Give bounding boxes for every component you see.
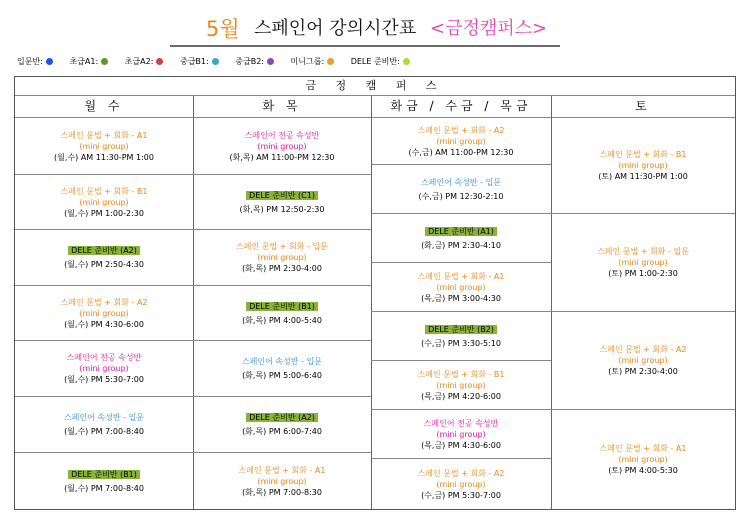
class-cell [15,341,193,396]
class-title: 스페인어 속성반 - 입문 [241,357,323,366]
column-header-fri-combos: 화금 / 수금 / 목금 [390,99,532,113]
dele-badge: DELE 준비반 (A2) [68,246,140,255]
class-title: 스페인어 속성반 - 입문 [63,413,145,422]
class-cell [371,214,551,262]
dele-badge: DELE 준비반 (A2) [246,413,318,422]
class-time: (화,목) PM 2:30-4:00 [242,264,322,273]
class-time: (토) PM 4:00-5:30 [608,466,678,475]
class-group: (mini group) [257,141,307,151]
title-month: 5월 [206,17,240,41]
class-time: (화,목) PM 12:50-2:30 [239,204,325,214]
class-cell [15,286,193,340]
class-cell [371,410,551,458]
legend-dot-icon [46,58,53,65]
class-title: 스페인어 전공 속성반 [244,130,320,140]
class-group: (mini group) [436,380,486,390]
class-time: (화,목) PM 7:00-8:30 [242,487,322,497]
class-time: (목,금) PM 4:30-6:00 [421,440,501,450]
class-title: 스페인 문법 + 회화 - A1 [60,130,148,140]
class-group: (mini group) [79,308,129,318]
class-time: (수,금) PM 5:30-7:00 [421,490,501,500]
legend-item: 초급A2: [125,55,164,69]
legend-dot-icon [212,58,219,65]
class-cell [193,118,371,174]
legend-dot-icon [403,58,410,65]
class-time: (목,금) PM 3:00-4:30 [421,293,501,303]
class-time: (수,금) PM 12:30-2:10 [418,191,504,201]
class-cell [193,453,371,509]
level-legend [17,55,424,69]
class-time: (토) PM 1:00-2:30 [608,269,678,278]
legend-item: 초급A1: [69,55,108,69]
legend-dot-icon [156,58,163,65]
page-title [0,14,743,44]
class-group: (mini group) [436,136,486,146]
class-time: (월,수) AM 11:30-PM 1:00 [54,152,154,162]
legend-item: 중급B2: [235,55,274,69]
class-group: (mini group) [436,429,486,439]
class-cell [193,175,371,229]
class-cell [371,459,551,509]
title-underline [170,45,560,47]
class-title: 스페인 문법 + 회화 - 입문 [236,242,328,251]
class-title: 스페인어 속성반 - 입문 [420,177,502,187]
class-time: (수,금) PM 3:30-5:10 [421,338,501,348]
dele-badge: DELE 준비반 (B1) [246,302,318,311]
class-group: (mini group) [257,476,307,486]
class-title: 스페인 문법 + 회화 - A1 [599,444,687,453]
dele-badge: DELE 준비반 (B2) [425,325,497,334]
column-header-tue-thu: 화 목 [262,99,302,113]
class-title: 스페인 문법 + 회화 - 입문 [597,247,689,256]
legend-item: DELE 준비반: [351,55,410,69]
class-cell [371,312,551,360]
class-group: (mini group) [618,455,668,464]
class-time: (토) AM 11:30-PM 1:00 [598,172,688,181]
class-group: (mini group) [618,258,668,267]
class-time: (월,수) PM 2:50-4:30 [64,260,144,269]
class-cell [551,214,735,311]
class-title: 스페인 문법 + 회화 - B1 [599,150,687,159]
class-cell [193,341,371,396]
class-cell [371,118,551,164]
class-cell [15,397,193,452]
title-campus: <금정캠퍼스> [430,18,548,39]
class-time: (화,목) PM 5:00-6:40 [242,371,322,380]
class-title: 스페인어 전공 속성반 [423,418,499,428]
class-cell [15,118,193,174]
campus-header: 금 정 캠 퍼 스 [305,79,445,92]
class-time: (월,수) PM 5:30-7:00 [64,375,144,384]
legend-item: 미니그룹: [291,55,335,69]
class-title: 스페인 문법 + 회화 - A2 [60,297,148,307]
class-time: (토) PM 2:30-4:00 [608,367,678,376]
legend-item: 중급B1: [180,55,219,69]
dele-badge: DELE 준비반 (A1) [425,227,497,236]
legend-dot-icon [267,58,274,65]
title-main: 스페인어 강의시간표 [254,18,417,39]
class-cell [193,286,371,340]
class-title: 스페인 문법 + 회화 - A1 [238,465,326,475]
class-cell [371,165,551,213]
class-title: 스페인 문법 + 회화 - A2 [599,345,687,354]
class-time: (월,수) PM 4:30-6:00 [64,319,144,329]
class-group: (mini group) [79,364,129,373]
class-group: (mini group) [257,253,307,262]
class-time: (화,목) PM 6:00-7:40 [242,427,322,436]
class-title: 스페인어 전공 속성반 [66,353,142,362]
class-title: 스페인 문법 + 회화 - A2 [417,468,505,478]
class-cell [371,361,551,409]
class-title: 스페인 문법 + 회화 - B1 [60,186,148,196]
class-cell [551,118,735,213]
class-title: 스페인 문법 + 회화 - A2 [417,125,505,135]
class-group: (mini group) [618,356,668,365]
class-time: (월,수) PM 7:00-8:40 [64,427,144,436]
class-title: 스페인 문법 + 회화 - B1 [417,369,505,379]
class-group: (mini group) [79,141,129,151]
class-cell [193,397,371,452]
class-cell [15,453,193,509]
class-group: (mini group) [79,197,129,207]
legend-item: 입문반: [17,55,53,69]
class-group: (mini group) [436,479,486,489]
class-cell [15,175,193,229]
class-time: (월,수) PM 1:00-2:30 [64,208,144,218]
class-cell [371,263,551,311]
column-header-mon-wed: 월 수 [84,99,124,113]
legend-dot-icon [101,58,108,65]
class-group: (mini group) [436,282,486,292]
legend-dot-icon [327,58,334,65]
dele-badge: DELE 준비반 (C1) [246,191,318,200]
class-time: (화,금) PM 2:30-4:10 [421,240,501,250]
class-group: (mini group) [618,161,668,170]
class-time: (목,금) PM 4:20-6:00 [421,391,501,401]
class-time: (월,수) PM 7:00-8:40 [64,483,144,493]
class-cell [551,410,735,509]
class-cell [551,312,735,409]
class-time: (화,목) PM 4:00-5:40 [242,315,322,325]
class-time: (화,목) AM 11:00-PM 12:30 [229,152,335,162]
dele-badge: DELE 준비반 (B1) [68,470,140,479]
class-title: 스페인 문법 + 회화 - A1 [417,271,505,281]
class-time: (수,금) AM 11:00-PM 12:30 [408,147,514,157]
class-cell [15,230,193,285]
class-cell [193,230,371,285]
column-header-sat: 토 [635,99,651,113]
schedule-table [14,76,736,510]
